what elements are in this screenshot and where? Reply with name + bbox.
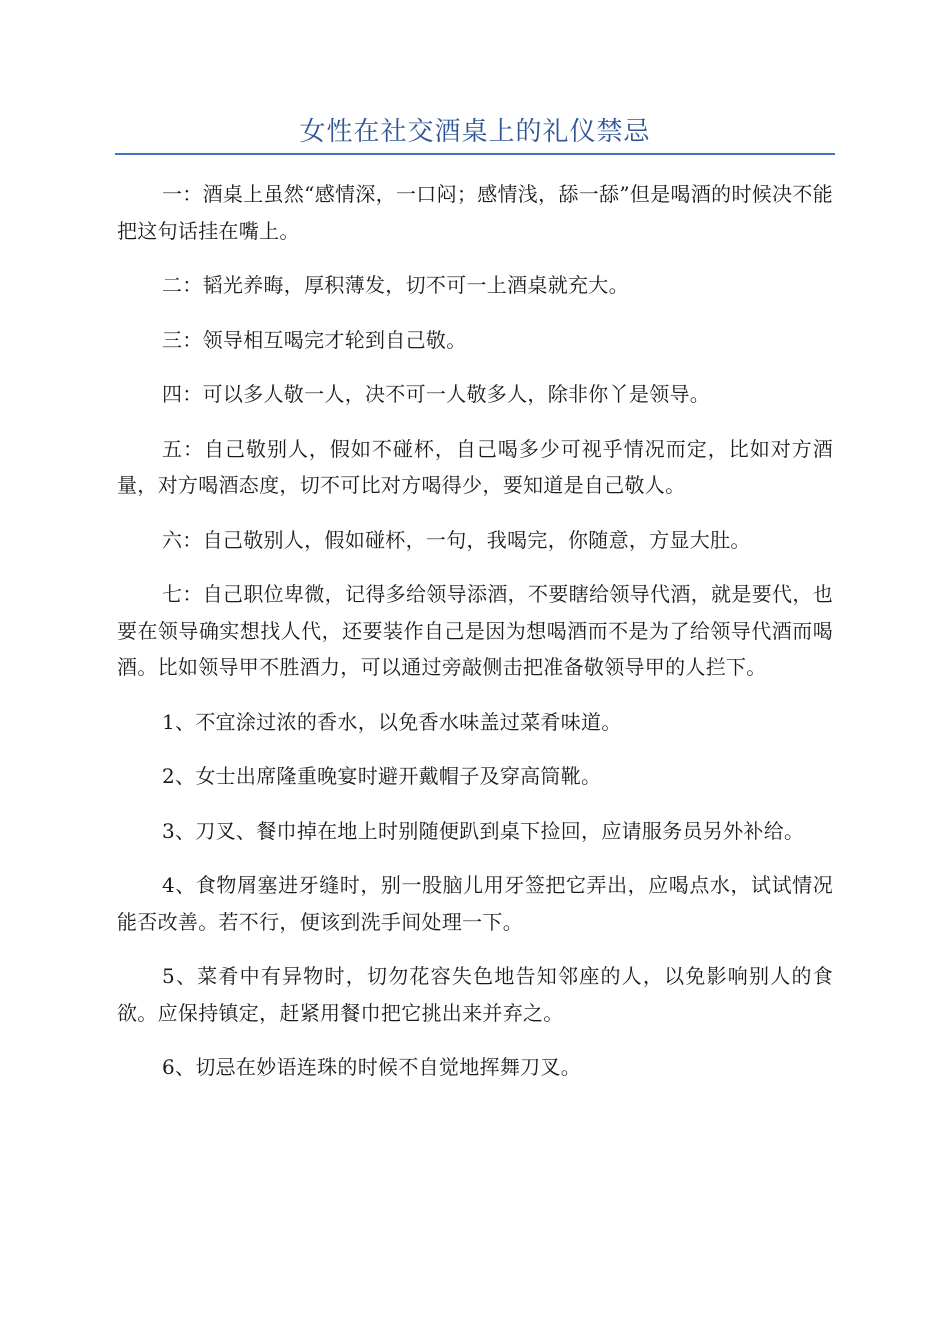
paragraph-rule-5: 五：自己敬别人，假如不碰杯，自己喝多少可视乎情况而定，比如对方酒量，对方喝酒态度，切不可比对方喝得少，要知道是自己敬人。 [117,436,833,497]
paragraph-tip-2: 2、女士出席隆重晚宴时避开戴帽子及穿高筒靴。 [162,764,602,788]
document-body [117,176,833,1104]
paragraph-tip-5: 5、菜肴中有异物时，切勿花容失色地告知邻座的人，以免影响别人的食欲。应保持镇定，赶紧用餐巾把它挑出来并弃之。 [117,964,833,1025]
paragraph-rule-6: 六：自己敬别人，假如碰杯，一句，我喝完，你随意，方显大肚。 [162,527,751,552]
paragraph-rule-3: 三：领导相互喝完才轮到自己敬。 [162,327,467,352]
paragraph-tip-4: 4、食物屑塞进牙缝时，别一股脑儿用牙签把它弄出，应喝点水，试试情况能否改善。若不行，便该到洗手间处理一下。 [117,873,833,934]
paragraph-tip-3: 3、刀叉、餐巾掉在地上时别随便趴到桌下捡回，应请服务员另外补给。 [162,818,805,843]
document-title: 女性在社交酒桌上的礼仪禁忌 [299,117,651,147]
paragraph-rule-7: 七：自己职位卑微，记得多给领导添酒，不要瞎给领导代酒，就是要代，也要在领导确实想找人代，还要装作自己是因为想喝酒而不是为了给领导代酒而喝酒。比如领导甲不胜酒力，可以通过旁敲侧击把准备敬领导甲的人拦下。 [117,582,833,679]
paragraph-tip-1: 1、不宜涂过浓的香水，以免香水味盖过菜肴味道。 [162,709,622,734]
paragraph-rule-4: 四：可以多人敬一人，决不可一人敬多人，除非你丫是领导。 [162,382,711,406]
paragraph-tip-6: 6、切忌在妙语连珠的时候不自觉地挥舞刀叉。 [162,1055,582,1079]
paragraph-rule-1: 一：酒桌上虽然“感情深，一口闷；感情浅，舔一舔”但是喝酒的时候决不能把这句话挂在嘴上。 [117,182,833,243]
paragraph-rule-2: 二：韬光养晦，厚积薄发，切不可一上酒桌就充大。 [162,273,629,297]
title-underline [115,153,835,155]
